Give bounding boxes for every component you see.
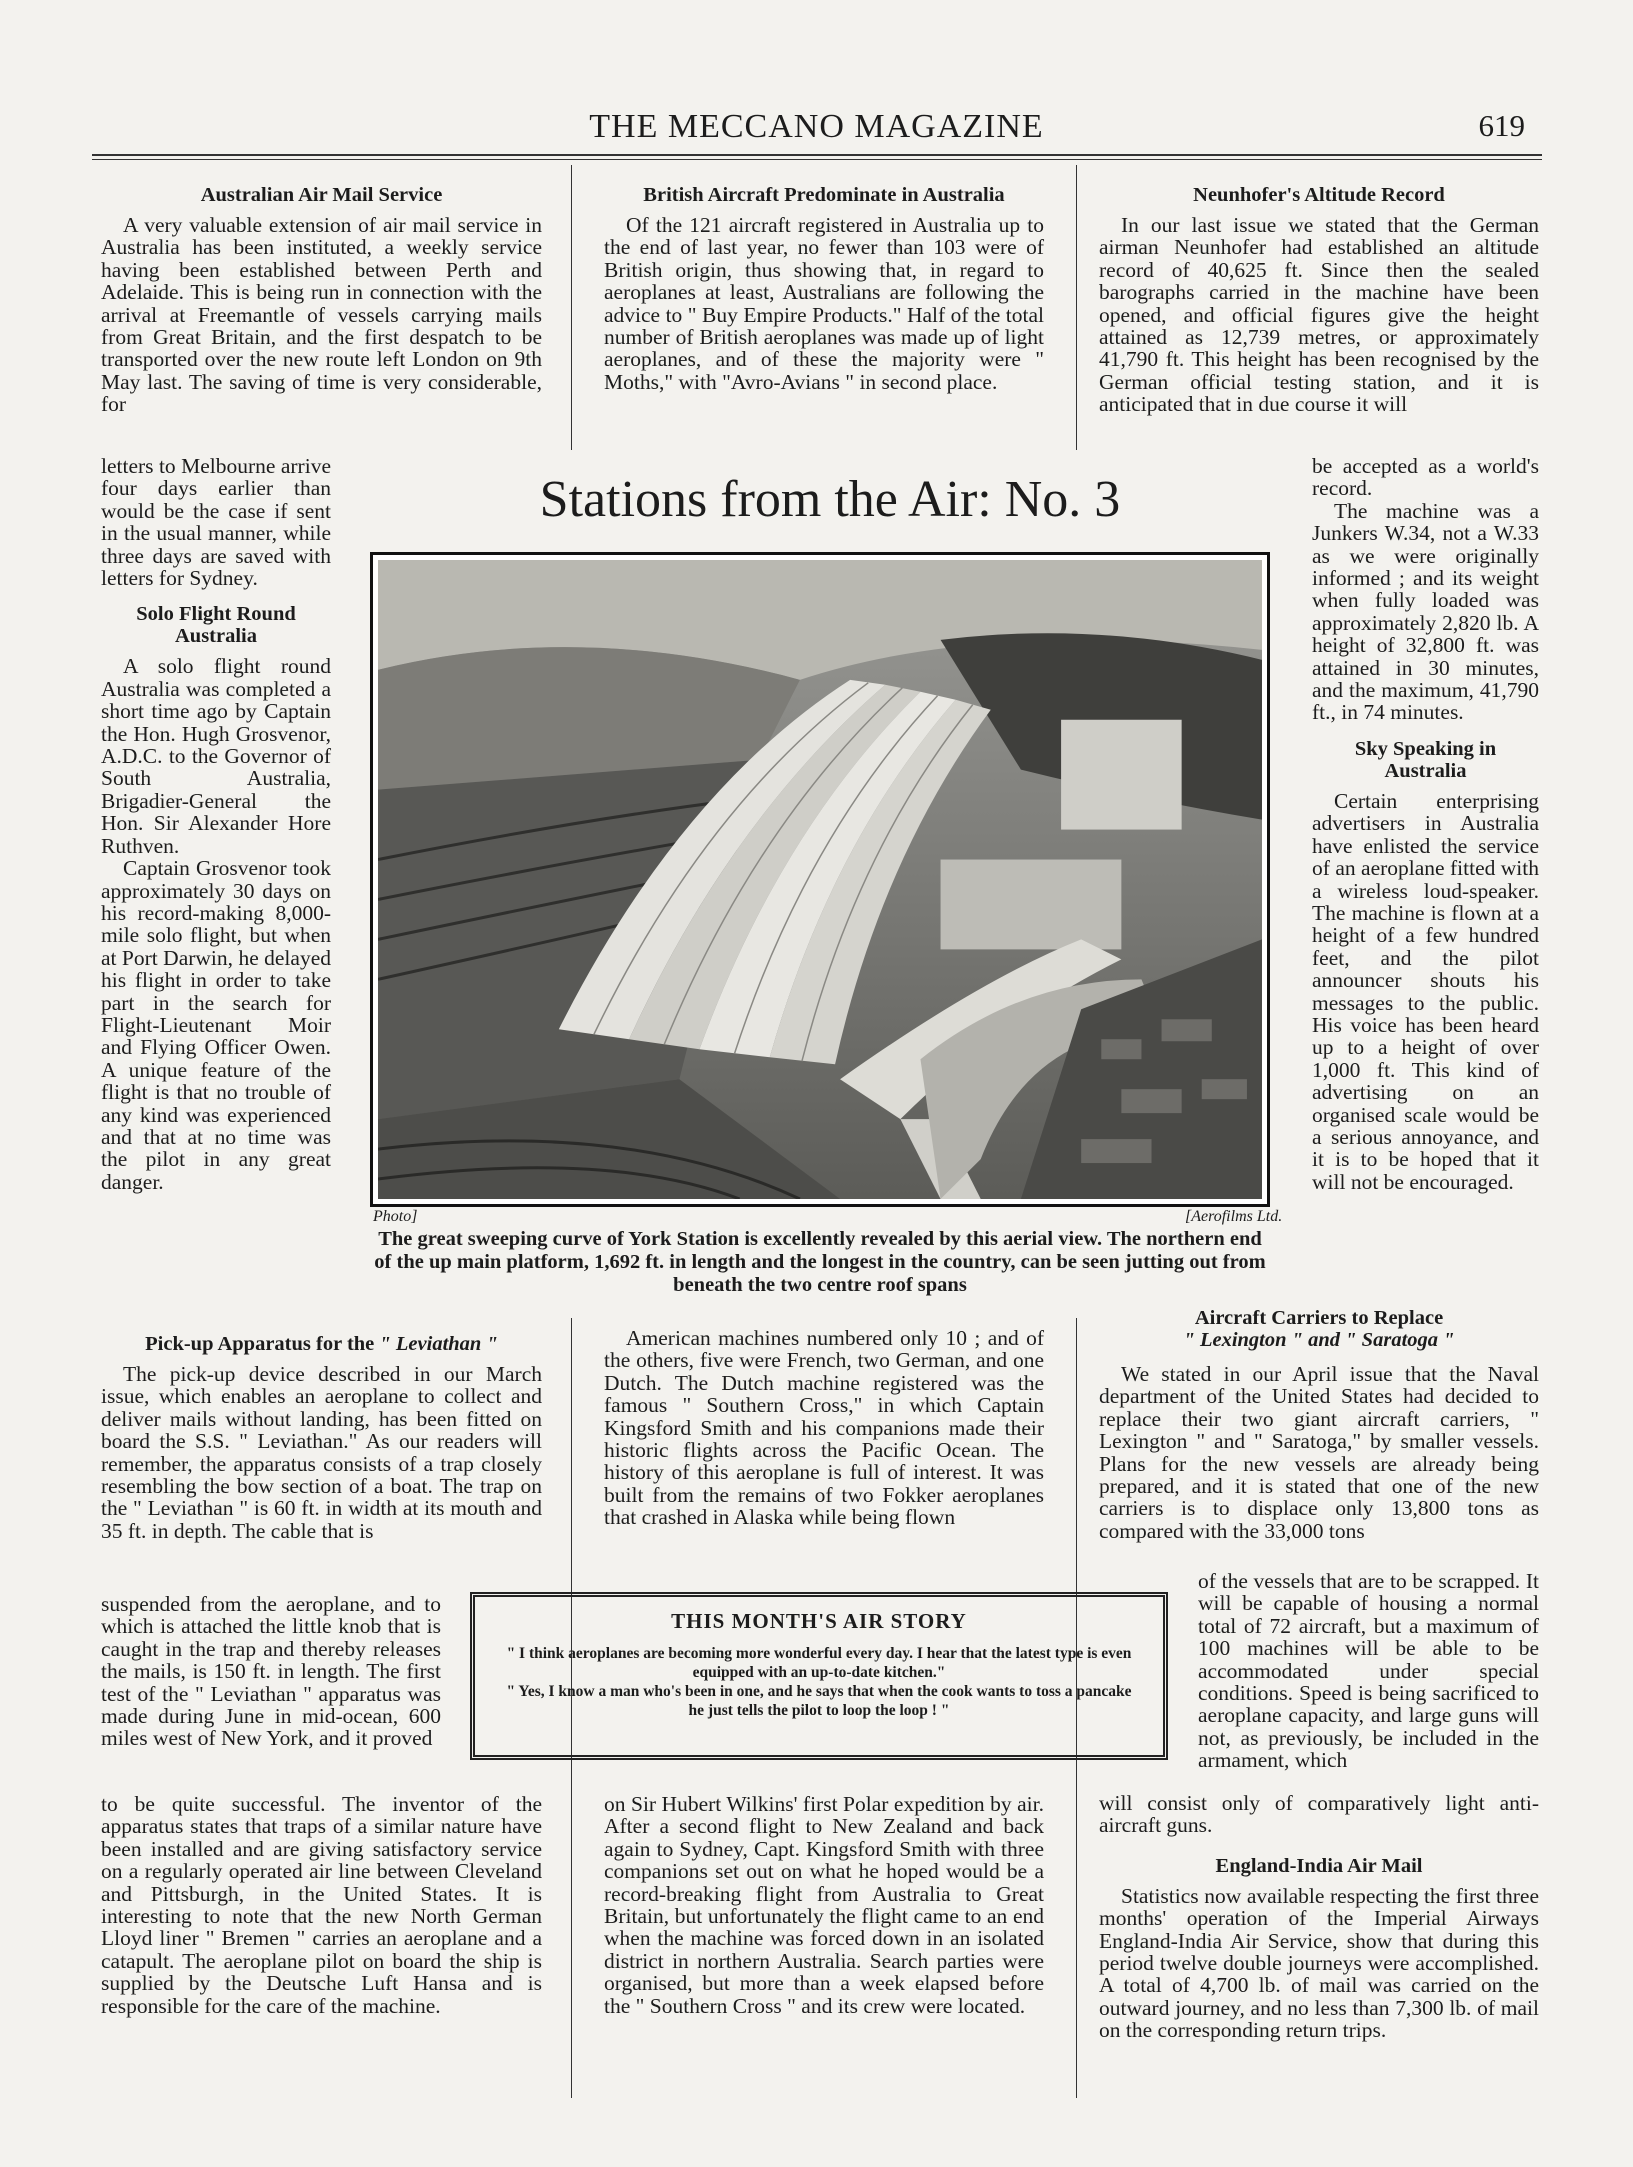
article-aircraft-carriers-narrow: [1198, 1570, 1539, 1772]
paragraph: In our last issue we stated that the German airman Neunhofer had established an altitude record of 40,625 ft. Since then the sealed barographs carried in the machine have been opened, and official figures give the height attained as 12,739 metres, or approximately 41,790 ft. This height has been recognised by the German official testing station, and it is anticipated that in due course it will: [1099, 213, 1539, 417]
heading-text: Aircraft Carriers to Replace: [1194, 1307, 1444, 1329]
paragraph: A solo flight round Australia was completed a short time ago by Captain the Hon. Hugh Grosvenor, A.D.C. to the Governor of South Australia, Brigadier-General the Hon. Sir Alexander Hore Ruthven.: [101, 654, 331, 858]
heading-british-aircraft: British Aircraft Predominate in Australia: [643, 184, 1005, 206]
page-number: 619: [1478, 108, 1525, 143]
article-pick-up-apparatus: [101, 1333, 542, 1542]
paragraph-continued: suspended from the aeroplane, and to which is attached the little knob that is caught in the trap and thereby releases the mails, is 150 ft. in length. The first test of the " Leviathan " apparatus was made during June in mid-ocean, 600 miles west of New York, and it proved: [101, 1592, 441, 1751]
paragraph: Certain enterprising advertisers in Australia have enlisted the service of an aeroplane fitted with a wireless loud-speaker. The machine is flown at a height of a few hundred feet, and the pilot announcer shouts his messages to the public. His voice has been heard up to a height of over 1,000 ft. This kind of advertising on an organised scale would be a serious annoyance, and it is to be hoped that it will not be encouraged.: [1312, 788, 1539, 1194]
aerial-photo-york-station: [370, 552, 1270, 1207]
paragraph: Statistics now available respecting the first three months' operation of the Imperial Airways England-India Air Service, show that during this period twelve double journeys were accomplished. A total of 4,700 lb. of mail was carried on the outward journey, and no less than 7,300 lb. of mail on the corresponding return trips.: [1099, 1883, 1539, 2043]
magazine-title: THE MECCANO MAGAZINE: [589, 108, 1044, 145]
column-divider: [1076, 165, 1077, 450]
heading-neunhofer-altitude: Neunhofer's Altitude Record: [1193, 184, 1445, 206]
air-story-box: [470, 1592, 1168, 1760]
aerial-photo-illustration: [378, 560, 1262, 1199]
article-british-aircraft: [604, 184, 1044, 393]
air-story-line-1: " I think aeroplanes are becoming more wonderful every day. I hear that the latest type is even equipped with an up-to-date kitchen.": [506, 1645, 1132, 1681]
header-rule: [92, 154, 1542, 156]
paragraph-continued: be accepted as a world's record.: [1312, 454, 1539, 501]
ship-names: " Lexington " and " Saratoga ": [1183, 1329, 1455, 1351]
paragraph: American machines numbered only 10 ; and of the others, five were French, two German, and one Dutch. The Dutch machine registered was the famous " Southern Cross," in which Captain Kingsford Smith and his companions made their historic flights across the Pacific Ocean. The history of this aeroplane is full of interest. It was built from the remains of two Fokker aeroplanes that crashed in Alaska while being flown: [604, 1326, 1044, 1530]
article-column1-narrow: [101, 455, 331, 1193]
heading-aircraft-carriers: [1099, 1307, 1539, 1351]
article-southern-cross-top: [604, 1327, 1044, 1529]
article-neunhofer-altitude: [1099, 184, 1539, 416]
paragraph-continued: to be quite successful. The inventor of the apparatus states that traps of a similar nature have been installed and are giving satisfactory service on a regularly operated air line between Cleveland and Pittsburgh, in the United States. It is interesting to note that the new North German Lloyd liner " Bremen " carries an aeroplane and a catapult. The aeroplane pilot on board the ship is supplied by the Deutsche Luft Hansa and is responsible for the care of the machine.: [101, 1792, 542, 2018]
photo-caption: The great sweeping curve of York Station is excellently revealed by this aerial view. The northern end of the up main platform, 1,692 ft. in length and the longest in the country, can be seen jutting out from beneath the two centre roof spans: [374, 1228, 1266, 1296]
air-story-title: THIS MONTH'S AIR STORY: [671, 1609, 967, 1633]
article-column3-narrow: [1312, 455, 1539, 1193]
air-story-line-2: " Yes, I know a man who's been in one, and he says that when the cook wants to toss a pancake he just tells the pilot to loop the loop ! ": [506, 1683, 1132, 1719]
paragraph-continued: letters to Melbourne arrive four days earlier than would be the case if sent in the usual manner, while three days are saved with letters for Sydney.: [101, 454, 331, 591]
paragraph-continued: will consist only of comparatively light anti-aircraft guns.: [1099, 1791, 1539, 1838]
paragraph: The pick-up device described in our March issue, which enables an aeroplane to collect and deliver mails without landing, has been fitted on board the S.S. " Leviathan." As our readers will remember, the apparatus consists of a trap closely resembling the bow section of a boat. The trap on the " Leviathan " is 60 ft. in width at its mouth and 35 ft. in depth. The cable that is: [101, 1362, 542, 1543]
paragraph: We stated in our April issue that the Naval department of the United States had decided to replace their two giant aircraft carriers, " Lexington " and " Saratoga," by smaller vessels. Plans for the new vessels are already being prepared, and it is stated that one of the new carriers is to displace only 13,800 tons as compared with the 33,000 tons: [1099, 1362, 1539, 1543]
paragraph-continued: of the vessels that are to be scrapped. It will be capable of housing a normal total of 72 aircraft, but a maximum of 100 machines will be able to be accommodated under special conditions. Speed is being sacrificed to aeroplane capacity, and large guns will not, as previously, be included in the armament, which: [1198, 1569, 1539, 1773]
ship-name: " Leviathan ": [379, 1333, 498, 1355]
feature-title: Stations from the Air: No. 3: [539, 471, 1121, 528]
paragraph: Captain Grosvenor took approximately 30 days on his record-making 8,000-mile solo flight, but when at Port Darwin, he delayed his flight in order to take part in the search for Flight-Lieutenant Moir and Flying Officer Owen. A unique feature of the flight is that no trouble of any kind was experienced and that at no time was the pilot in any great danger.: [101, 856, 331, 1194]
article-australian-air-mail: [101, 184, 542, 416]
article-southern-cross-bottom: [604, 1793, 1044, 2017]
heading-solo-flight: Solo Flight Round Australia: [136, 603, 296, 648]
paragraph-continued: on Sir Hubert Wilkins' first Polar expedition by air. After a second flight to New Zealand and back again to Sydney, Capt. Kingsford Smith with three companions set out on what he hoped would be a record-breaking flight from Australia to Great Britain, but unfortunately the flight came to an end when the machine was forced down in an isolated district in northern Australia. Search parties were organised, but more than a week elapsed before the " Southern Cross " and its crew were located.: [604, 1792, 1044, 2018]
photo-credit-left: Photo]: [373, 1208, 418, 1225]
photo-credit-right: [Aerofilms Ltd.: [1185, 1208, 1283, 1225]
paragraph: Of the 121 aircraft registered in Australia up to the end of last year, no fewer than 103 were of British origin, thus showing that, in regard to aeroplanes at least, Australians are following the advice to " Buy Empire Products." Half of the total number of British aeroplanes was made up of light aeroplanes, and of these the majority were " Moths," with "Avro-Avians " in second place.: [604, 213, 1044, 394]
heading-pick-up-apparatus: [101, 1333, 542, 1355]
heading-text: Pick-up Apparatus for the: [145, 1333, 375, 1355]
heading-england-india: England-India Air Mail: [1215, 1854, 1423, 1877]
column-divider: [571, 165, 572, 450]
heading-australian-air-mail: Australian Air Mail Service: [200, 184, 443, 206]
article-pick-up-narrow: [101, 1593, 441, 1750]
article-aircraft-carriers: [1099, 1307, 1539, 1542]
article-pick-up-end: [101, 1793, 542, 2017]
article-aircraft-carriers-end: [1099, 1792, 1539, 2042]
paragraph: The machine was a Junkers W.34, not a W.33 as we were originally informed ; and its weight when fully loaded was approximately 2,820 lb. A height of 32,800 ft. was attained in 30 minutes, and the maximum, 41,790 ft., in 74 minutes.: [1312, 498, 1539, 725]
heading-sky-speaking: Sky Speaking in Australia: [1354, 737, 1497, 782]
paragraph: A very valuable extension of air mail service in Australia has been instituted, a weekly service having been established between Perth and Adelaide. This is being run in connection with the arrival at Freemantle of vessels carrying mails from Great Britain, and the first despatch to be transported over the new route left London on 9th May last. The saving of time is very considerable, for: [101, 213, 542, 417]
header-rule-thin: [92, 159, 1542, 160]
